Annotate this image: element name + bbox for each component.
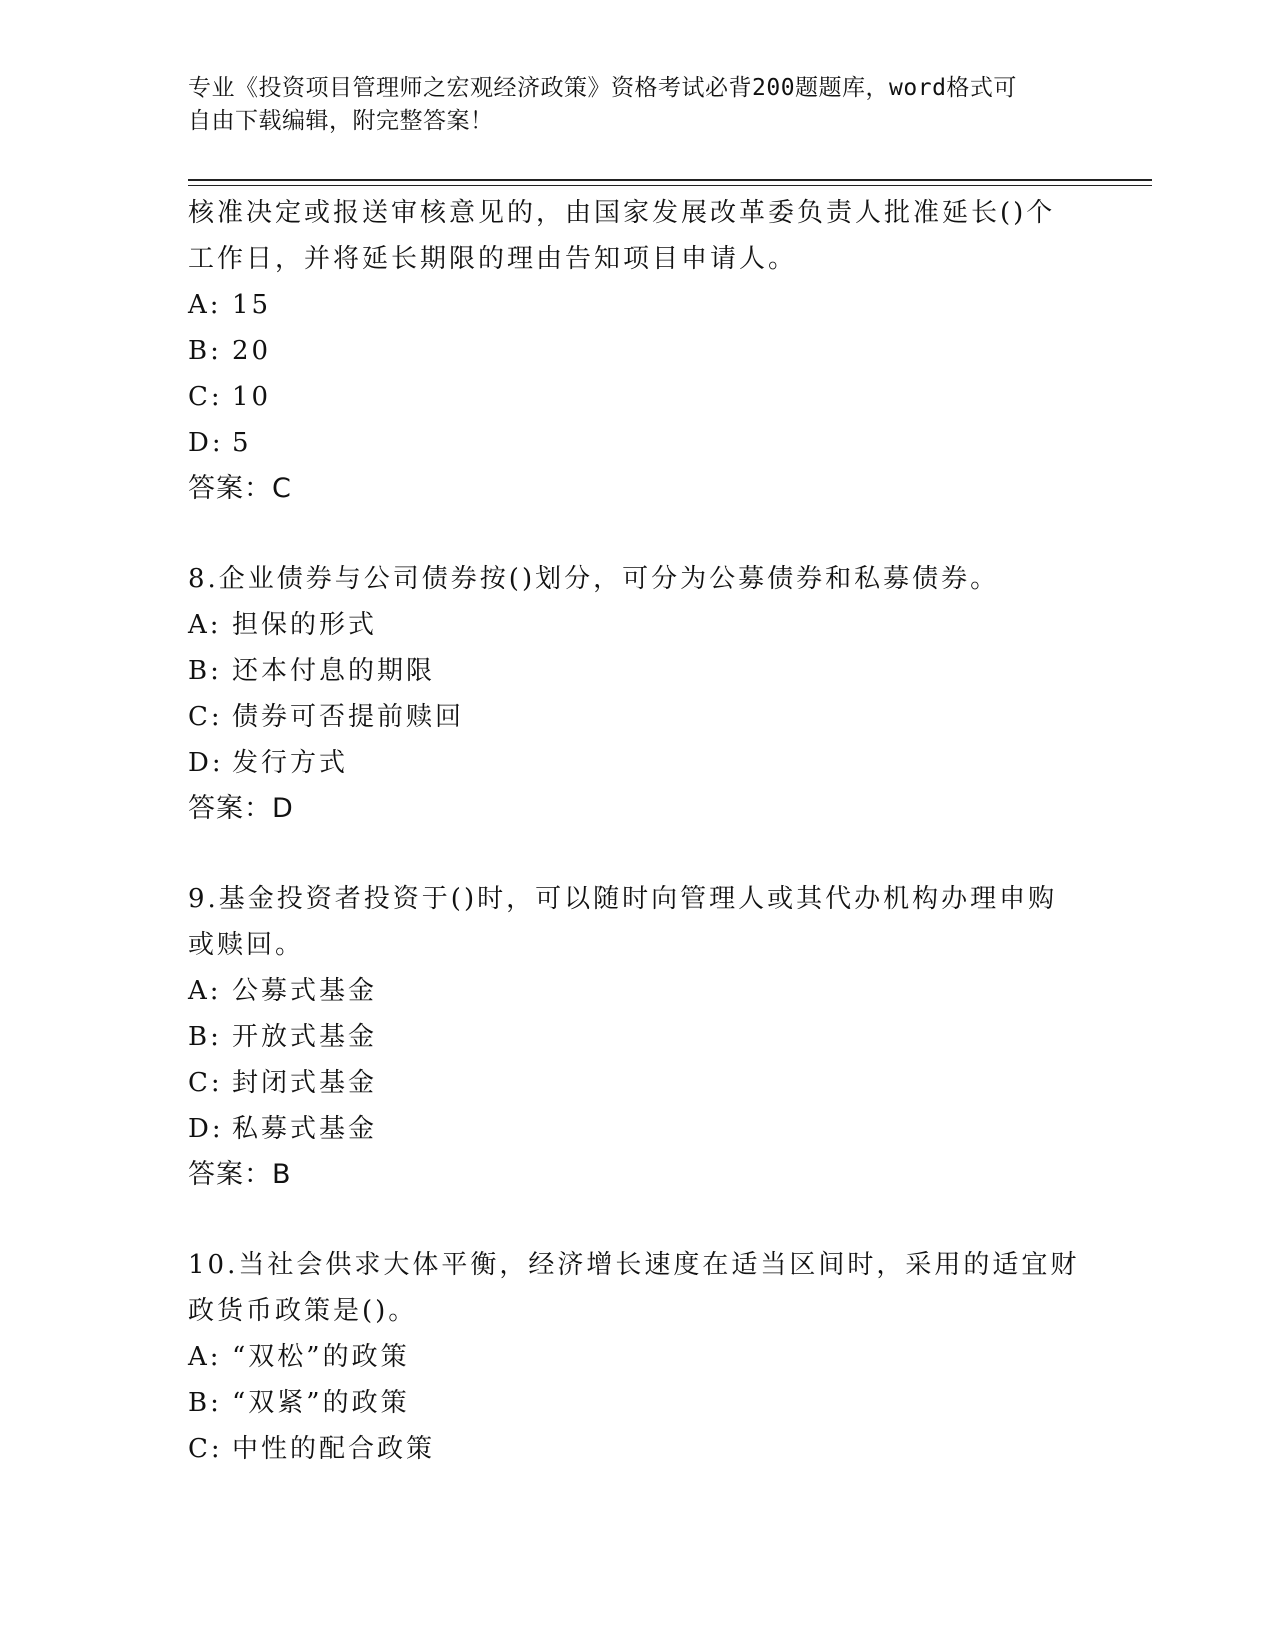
- question-stem: 政货币政策是()。: [188, 1296, 418, 1326]
- answer-line: 答案：C: [188, 473, 292, 504]
- header-line-2: 自由下载编辑，附完整答案！: [188, 108, 494, 134]
- header-divider-thick: [188, 179, 1152, 181]
- option-label: A:: [188, 976, 222, 1006]
- option-d: [188, 420, 1088, 466]
- option-c: [188, 694, 1088, 740]
- document-header: [188, 72, 1088, 138]
- option-text: 发行方式: [232, 748, 349, 778]
- option-label: D:: [188, 1114, 224, 1144]
- option-text: 公募式基金: [232, 976, 378, 1006]
- header-divider-thin: [188, 185, 1152, 186]
- option-b: [188, 648, 1088, 694]
- option-label: C:: [188, 382, 223, 412]
- option-text: 开放式基金: [232, 1022, 378, 1052]
- option-text: 15: [232, 290, 272, 320]
- option-a: [188, 282, 1088, 328]
- option-label: C:: [188, 702, 223, 732]
- option-c: [188, 1060, 1088, 1106]
- option-text: 20: [232, 336, 272, 366]
- question-stem: 核准决定或报送审核意见的，由国家发展改革委负责人批准延长()个: [188, 198, 1056, 228]
- option-label: B:: [188, 656, 222, 686]
- option-d: [188, 740, 1088, 786]
- option-text: 封闭式基金: [232, 1068, 378, 1098]
- option-b: [188, 1014, 1088, 1060]
- question-stem: 10.当社会供求大体平衡，经济增长速度在适当区间时，采用的适宜财: [188, 1250, 1080, 1280]
- question-stem: 9.基金投资者投资于()时，可以随时向管理人或其代办机构办理申购: [188, 884, 1058, 914]
- option-b: [188, 1380, 1088, 1426]
- option-label: C:: [188, 1434, 223, 1464]
- option-label: D:: [188, 428, 224, 458]
- question-8: [188, 556, 1088, 832]
- option-text: 中性的配合政策: [232, 1434, 436, 1464]
- option-label: D:: [188, 748, 224, 778]
- option-a: [188, 602, 1088, 648]
- question-stem: 或赎回。: [188, 930, 305, 960]
- option-text: 还本付息的期限: [232, 656, 436, 686]
- option-a: [188, 968, 1088, 1014]
- option-text: 私募式基金: [232, 1114, 378, 1144]
- option-label: B:: [188, 336, 222, 366]
- header-line-1: 专业《投资项目管理师之宏观经济政策》资格考试必背200题题库，word格式可: [188, 75, 1017, 101]
- option-text: 担保的形式: [232, 610, 378, 640]
- option-text: “双松”的政策: [232, 1342, 410, 1372]
- spacer: [188, 1198, 1088, 1242]
- spacer: [188, 512, 1088, 556]
- option-c: [188, 1426, 1088, 1472]
- question-stem: 8.企业债券与公司债券按()划分，可分为公募债券和私募债券。: [188, 564, 1000, 594]
- option-label: A:: [188, 1342, 222, 1372]
- option-label: A:: [188, 610, 222, 640]
- option-text: 5: [232, 428, 252, 458]
- question-stem: 工作日，并将延长期限的理由告知项目申请人。: [188, 244, 798, 274]
- question-10: [188, 1242, 1088, 1472]
- option-label: B:: [188, 1388, 222, 1418]
- option-text: “双紧”的政策: [232, 1388, 410, 1418]
- spacer: [188, 832, 1088, 876]
- option-label: A:: [188, 290, 222, 320]
- option-text: 债券可否提前赎回: [232, 702, 465, 732]
- question-9: [188, 876, 1088, 1198]
- option-c: [188, 374, 1088, 420]
- option-a: [188, 1334, 1088, 1380]
- question-list: [188, 190, 1088, 1472]
- answer-line: 答案：D: [188, 793, 294, 824]
- option-label: C:: [188, 1068, 223, 1098]
- option-label: B:: [188, 1022, 222, 1052]
- option-d: [188, 1106, 1088, 1152]
- option-text: 10: [232, 382, 272, 412]
- answer-line: 答案：B: [188, 1159, 292, 1190]
- question-7: [188, 190, 1088, 512]
- option-b: [188, 328, 1088, 374]
